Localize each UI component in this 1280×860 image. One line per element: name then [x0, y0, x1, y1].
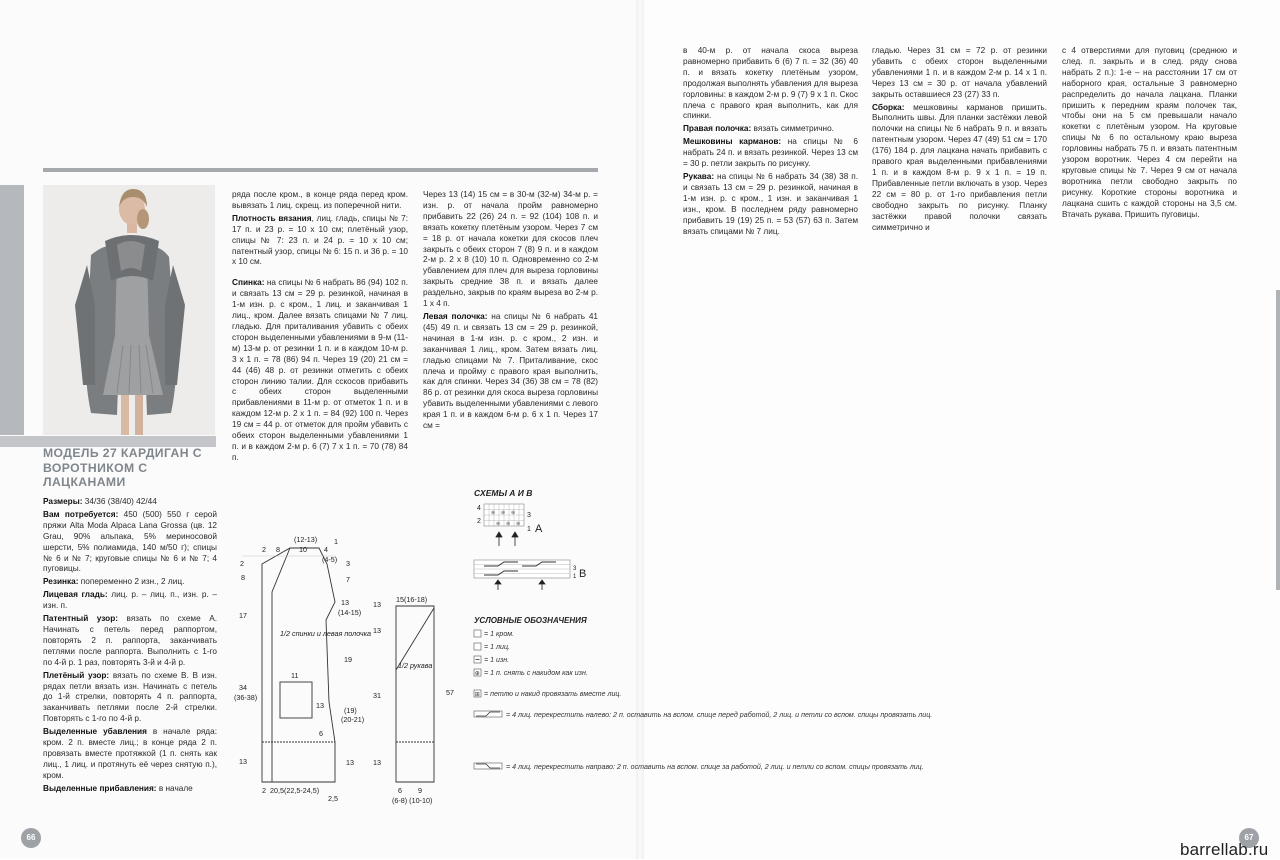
pockets-label: Мешковины карманов: [683, 137, 782, 147]
stockinette-text: лиц. р. – лиц. п., изн. р. – изн. п. [43, 590, 217, 611]
edge-stitch-icon [474, 630, 481, 637]
materials-label: Вам потребуется: [43, 509, 119, 519]
svg-text:⊕: ⊕ [474, 671, 480, 677]
pocket-6: 6 [319, 729, 323, 738]
dim-bottom: 20,5(22,5-24,5) [270, 786, 320, 795]
sleeves-label: Рукава: [683, 171, 715, 181]
dim-left-17: 17 [239, 611, 247, 620]
chart-a-row-1: 1 [527, 526, 531, 533]
pockets-text: на спицы № 6 набрать 24 п. и вязать резинкой. Через 13 см = 30 р. петли закрыть по рисунку. [683, 137, 859, 169]
chart-a-row-4: 4 [477, 505, 481, 512]
pocket-11: 11 [291, 671, 299, 680]
gray-side-tab [0, 185, 24, 435]
legend-item-4: = 1 п. снять с накидом как изн. [484, 669, 588, 677]
sleeve-bottom-9: 9 [418, 786, 422, 795]
dim-right-13: 13 [341, 598, 349, 607]
dim-left-8: 8 [241, 573, 245, 582]
sleeve-top: 15(16-18) [396, 595, 428, 604]
text-column-3 [423, 190, 598, 434]
text-column-5 [872, 46, 1047, 235]
legend-item-3: = 1 изн. [484, 656, 510, 664]
text-column-1 [43, 497, 217, 797]
model-photo [43, 185, 215, 435]
density-label: Плотность вязания [232, 213, 312, 223]
dim-right-19b: (19) [344, 706, 357, 715]
model-photo-illustration [43, 185, 215, 435]
site-watermark: barrellab.ru [1180, 840, 1269, 859]
decrease-text: в начале ряда: кром. 2 п. вместе лиц.; в конце ряда 2 п. провязать вместе протяжкой (1 п. снять как лиц., 1 лиц. и протянуть её через снятую п.), кром. [43, 727, 217, 780]
book-gutter [636, 0, 644, 859]
dim-bottom-2: 2 [262, 786, 266, 795]
sleeve-piece-label: 1/2 рукава [398, 661, 433, 670]
back-text: на спицы № 6 набрать 86 (94) 102 п. и связать 13 см = 29 р. резинкой, начиная в 1-м изн. р. с кром., 1 лиц. и заканчивая 1 лиц., кром. Далее вязать спицами № 7 лиц. гладью. Для приталивания убавить с обеих сторон выделенными убавлениями в 9-м (11-м) 13-м р. от резинки 1 п. и в каждом 10-м р. 3 x 1 п. = 78 (86) 94 п. Через 19 (20) 21 см = 44 (46) 48 р. от резинки отметить с обеих сторон линию талии. Для сскосов прибавить с обеих сторон выделенными прибавлениями в 11-м р. от отметок 1 п. и в каждом 12-м р. 2 x 1 п. = 84 (92) 100 п. Через 19 см = 44 р. от отметок для пройм убавить с обеих сторон выделенными убавлениями 1 п. и в каждом 2-м р. 6 (7) 7 x 1 п. = 70 (78) 84 п. [232, 278, 408, 462]
stockinette-label: Лицевая гладь: [43, 590, 108, 600]
rib-label: Резинка: [43, 577, 79, 587]
dim-top-4: 4 [324, 545, 328, 554]
pocket-13: 13 [316, 701, 324, 710]
dim-right-7: 7 [346, 575, 350, 584]
dim-top-3: 3 [346, 559, 350, 568]
dim-left-3638: (36-38) [234, 693, 258, 702]
col6-continuation: с 4 отверстиями для пуговиц (среднюю и след. п. закрыть и в след. ряду снова набрать 2 п.): 1-е – на расстоянии 17 см от наборного края, остальные 3 равномерно распределить до начала лацкана. Планки пришить к передним краям полочек так, чтобы они на 5 см превышали начало кокетки с плетёным узором. На круговые спицы № 6 по остальному краю выреза горловины набрать 75 п. и вязать патентным узором воротник. Через 4 см перейти на круговые спицы № 7. Через 9 см от начала воротника петли свободно закрыть по рисунку. Короткие стороны воротника и лацкана сшить с каждой стороны на 3,5 см. Втачать рукава. Пришить пуговицы. [1062, 46, 1237, 219]
chart-a-row-3: 3 [527, 512, 531, 519]
back-piece-label: 1/2 спинки и левая полочка [280, 629, 371, 638]
increase-label: Выделенные прибавления: [43, 783, 157, 793]
svg-text:⊞: ⊞ [474, 692, 480, 698]
svg-text:⊕: ⊕ [496, 521, 501, 527]
dim-left-13: 13 [239, 757, 247, 766]
materials-text: 450 (500) 550 г серой пряжи Alta Moda Alpaca Lana Grossa (цв. 12 Grau, 90% альпака, 5% мериносовой шерсти, 5% полиамида, 140 м/50 г); спицы № 6 и № 7; круговые спицы № 6 и № 7; 4 пуговицы. [43, 509, 217, 574]
sizes-text: 34/36 (38/40) 42/44 [82, 497, 157, 506]
svg-text:⊕: ⊕ [501, 510, 506, 516]
svg-text:⊕: ⊕ [511, 510, 516, 516]
sleeve-bottom-6: 6 [398, 786, 402, 795]
dim-left-34: 34 [239, 683, 247, 692]
body-schematic [242, 548, 338, 782]
dim-right-1415: (14-15) [338, 608, 362, 617]
text-column-4 [683, 46, 858, 239]
legend-item-5: = петлю и накид провязать вместе лиц. [484, 690, 622, 698]
dim-top-1: 1 [334, 537, 338, 546]
braid-label: Плетёный узор: [43, 670, 110, 680]
increase-text: в начале [156, 783, 193, 793]
svg-text:⊕: ⊕ [506, 521, 511, 527]
chart-a [477, 504, 543, 546]
right-front-label: Правая полочка: [683, 124, 752, 134]
braid-text: вязать по схеме В. В изн. рядах петли вязать изн. Начинать с петель до 1-й стрелки, повторять 4 п. раппорта, заканчивать петлями после 2-й стрелки. Повторять с 1-го по 4-й р. [43, 670, 217, 724]
legend-item-6: = 4 лиц. перекрестить налево: 2 п. оставить на вспом. спице перед работой, 2 лиц. и петли со вспом. спицы провязать лиц. [506, 711, 933, 719]
dim-top-10: 10 [299, 545, 307, 554]
dim-right-19: 19 [344, 655, 352, 664]
sleeve-schematic [396, 606, 434, 782]
assembly-label: Сборка: [872, 102, 905, 112]
page-number-right: 67 [1239, 828, 1259, 848]
sleeve-57: 57 [446, 688, 454, 697]
svg-text:⊕: ⊕ [491, 510, 496, 516]
svg-text:⊕: ⊕ [516, 521, 521, 527]
density-text: , лиц. гладь, спицы № 7: 17 п. и 23 р. = 10 x 10 см; плетёный узор, спицы № 7: 23 п. и 24 р. = 10 x 10 см; патентный узор, спицы № 6: 15 п. и 36 р. = 10 x 10 см. [232, 213, 408, 267]
dim-top-2: 2 [262, 545, 266, 554]
sleeve-13b: 13 [373, 758, 381, 767]
dim-right-2021: (20-21) [341, 715, 365, 724]
dim-bottom-25: 2,5 [328, 794, 338, 803]
legend-item-1: = 1 кром. [484, 630, 515, 638]
pattern-diagrams [228, 480, 933, 820]
sleeves-text: на спицы № 6 набрать 34 (38) 38 п. и связать 13 см = 29 р. резинкой, начиная в 1-м изн. р. с кром., 1 изн. и заканчивая 1 изн., кром. В последнем ряду равномерно прибавить 19 (19) 25 п. = 53 (57) 63 п. Затем вязать спицами № 7 лиц. [683, 171, 858, 236]
col3-continuation: Через 13 (14) 15 см = в 30-м (32-м) 34-м р. = изн. р. от начала пройм равномерно прибавить 22 (26) 24 п. = 92 (104) 108 п. и вязать кокетку плетёным узором. Через 7 см = 18 р. от начала кокетки для скосов плеч закрыть с обеих сторон 7 (8) 9 п. и в каждом 2-м р. 2 x 8 (10) 10 п. Одновременно со 2-м убавлением для плеч для выреза горловины закрыть средние 38 п. и вязать далее раздельно, закрыв по краям выреза во 2-м р. 1 x 4 п. [423, 190, 598, 309]
sleeve-31: 31 [373, 691, 381, 700]
right-edge-marker [1276, 290, 1280, 590]
back-label: Спинка: [232, 278, 265, 288]
header-rule [43, 168, 598, 172]
dim-right-13b: 13 [373, 626, 381, 635]
patent-label: Патентный узор: [43, 614, 118, 624]
sleeve-bottom-dims: (6-8) (10-10) [392, 796, 433, 805]
dim-top-8: 8 [276, 545, 280, 554]
chart-a-row-2: 2 [477, 518, 481, 525]
right-front-text: вязать симметрично. [751, 124, 834, 134]
col2-continuation: ряда после кром., в конце ряда перед кром. вывязать 1 лиц. скрещ. из поперечной нити. [232, 190, 408, 210]
model-title: МОДЕЛЬ 27 КАРДИГАН С ВОРОТНИКОМ С ЛАЦКАНАМИ [43, 446, 202, 489]
legend-item-2: = 1 лиц. [484, 643, 511, 651]
decrease-label: Выделенные убавления [43, 727, 147, 737]
legend-item-7: = 4 лиц. перекрестить направо: 2 п. оставить на вспом. спице за работой, 2 лиц. и петли со вспом. спицы провязать лиц. [506, 763, 924, 771]
text-column-6 [1062, 46, 1237, 223]
sizes-label: Размеры: [43, 497, 83, 506]
dim-top-45: (4-5) [322, 555, 338, 564]
chart-b [474, 560, 586, 590]
chart-b-label: B [579, 568, 587, 580]
dim-top: (12-13) [294, 535, 318, 544]
dim-right-13c: 13 [346, 758, 354, 767]
assembly-text: мешковины карманов пришить. Выполнить швы. Для планки застёжки левой полочки на спицы № 6 набрать 9 п. и вязать патентным узором. Через 47 (49) 51 см = 170 (176) 184 р. для лацкана начать прибавить с правого края выделенными прибавлениями 1 п. и в каждом 8-м р. 9 x 1 п. = 19 п. Прибавленные петли включать в узор. Через 22 см = 80 р. от 1-го прибавления петли свободно закрыть по рисунку. Планку застёжки правой полочки связать симметрично и [872, 102, 1047, 232]
legend-title: УСЛОВНЫЕ ОБОЗНАЧЕНИЯ [474, 616, 587, 625]
charts-title: СХЕМЫ А И В [474, 488, 533, 498]
col4-continuation: в 40-м р. от начала скоса выреза равномерно прибавить 6 (6) 7 п. = 32 (36) 40 п. и вязать кокетку плетёным узором, продолжая выполнять убавления для выреза горловины: в каждом 2-м р. 9 (7) 9 x 1 п. Скос плеча с правого края выполнить, как для спинки. [683, 46, 858, 121]
knit-stitch-icon [474, 643, 481, 650]
rib-text: попеременно 2 изн., 2 лиц. [78, 577, 185, 587]
left-front-label: Левая полочка: [423, 311, 488, 321]
chart-b-row-1: 1 [573, 574, 577, 580]
text-column-2 [232, 190, 408, 466]
patent-text: вязать по схеме А. Начинать с петель перед раппортом, повторять 2 п. раппорта, заканчивать петлями после раппорта. Выполнить с 1-го по 4-й р. 1 раз, повторять 3-й и 4-й р. [43, 614, 217, 667]
dim-left-2: 2 [240, 559, 244, 568]
sleeve-13: 13 [373, 600, 381, 609]
chart-a-label: A [535, 523, 543, 535]
chart-b-row-3: 3 [573, 566, 577, 572]
left-front-text: на спицы № 6 набрать 41 (45) 49 п. и связать 13 см = 29 р. резинкой, начиная в 1-м изн. р. с кром., 2 изн. и заканчивая 1 лиц., кром. Затем вязать лиц. гладью спицами № 7. Приталивание, скос плеча и пройму с правого края выполнить, как для спинки. Через 34 (36) 38 см = 78 (82) 86 р. от резинки для скоса выреза горловины убавить выделенными убавлениями с левого края 1 п. и в каждом 6-м р. 6 x 1 п. Через 17 см = [423, 311, 598, 431]
page-number-left: 66 [21, 828, 41, 848]
col5-continuation: гладью. Через 31 см = 72 р. от резинки убавить с обеих сторон выделенными убавлениями 1 п. и в каждом 2-м р. 14 x 1 п. Через 13 см = 30 р. от начала убавлений закрыть оставшиеся 23 (27) 33 п. [872, 46, 1047, 99]
